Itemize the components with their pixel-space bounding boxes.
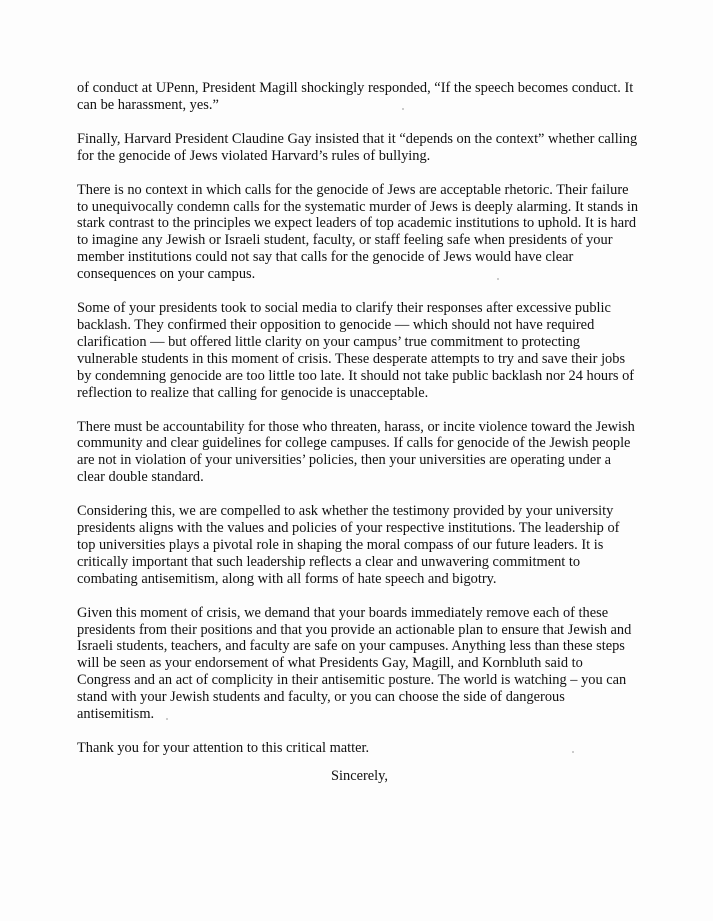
paragraph-line: Finally, Harvard President Claudine Gay insisted that it “depends on the context” whether calling [77,130,638,147]
paragraph-line: vulnerable students in this moment of crisis. These desperate attempts to try and save their jobs [77,350,626,367]
paragraph-line: Some of your presidents took to social media to clarify their responses after excessive public [77,300,611,317]
letter-paragraph [77,80,643,114]
paragraph-line: will be seen as your endorsement of what Presidents Gay, Magill, and Kornbluth said to [77,655,583,672]
letter-paragraph [77,419,643,487]
scan-speck [166,718,168,720]
paragraph-line: are not in violation of your universities’ policies, then your universities are operating under a [77,452,612,469]
scan-speck [402,108,404,110]
letter-paragraph [77,182,643,283]
paragraph-line: There is no context in which calls for the genocide of Jews are acceptable rhetoric. Their failure [77,181,629,198]
letter-paragraph [77,503,643,588]
letter-paragraph [77,605,643,723]
letter-body [77,80,643,774]
paragraph-line: presidents aligns with the values and policies of your respective institutions. The leadership of [77,520,620,537]
paragraph-line: consequences on your campus. [77,266,256,283]
paragraph-line: for the genocide of Jews violated Harvard’s rules of bullying. [77,147,431,164]
paragraph-line: clarification — but offered little clarity on your campus’ true commitment to protecting [77,333,580,350]
paragraph-line: Considering this, we are compelled to ask whether the testimony provided by your university [77,503,614,520]
paragraph-line: reflection to realize that calling for genocide is unacceptable. [77,384,429,401]
paragraph-line: presidents from their positions and that you provide an actionable plan to ensure that Jewish and [77,621,632,638]
letter-paragraph [77,131,643,165]
paragraph-line: to imagine any Jewish or Israeli student, faculty, or staff feeling safe when presidents of your [77,232,613,249]
paragraph-line: member institutions could not say that calls for the genocide of Jews would have clear [77,249,574,266]
paragraph-line: There must be accountability for those who threaten, harass, or incite violence toward the Jewish [77,418,635,435]
letter-paragraph [77,740,643,757]
paragraph-line: community and clear guidelines for college campuses. If calls for genocide of the Jewish people [77,435,631,452]
paragraph-line: Thank you for your attention to this critical matter. [77,740,370,756]
paragraph-line: by condemning genocide are too little too late. It should not take public backlash nor 24 hours of [77,367,635,384]
paragraph-line: clear double standard. [77,469,204,486]
letter-paragraph [77,300,643,401]
paragraph-line: critically important that such leadership reflects a clear and unwavering commitment to [77,553,581,570]
scan-speck [497,278,499,280]
paragraph-line: stark contrast to the principles we expect leaders of top academic institutions to uphold. It is hard [77,215,637,232]
paragraph-line: Given this moment of crisis, we demand that your boards immediately remove each of these [77,604,609,621]
paragraph-line: antisemitism. [77,706,155,723]
letter-closing: Sincerely, [331,768,389,784]
paragraph-line: backlash. They confirmed their opposition to genocide — which should not have required [77,316,595,333]
paragraph-line: of conduct at UPenn, President Magill shockingly responded, “If the speech becomes conduct. It [77,80,634,96]
paragraph-line: stand with your Jewish students and faculty, or you can choose the side of dangerous [77,689,565,706]
paragraph-line: combating antisemitism, along with all forms of hate speech and bigotry. [77,570,497,587]
paragraph-line: can be harassment, yes.” [77,96,219,113]
scan-speck [572,751,574,753]
paragraph-line: to unequivocally condemn calls for the systematic murder of Jews is deeply alarming. It stands in [77,198,639,215]
paragraph-line: top universities plays a pivotal role in shaping the moral compass of our future leaders. It is [77,536,604,553]
paragraph-line: Congress and an act of complicity in their antisemitic posture. The world is watching – you can [77,672,627,689]
paragraph-line: Israeli students, teachers, and faculty are safe on your campuses. Anything less than these steps [77,638,625,655]
